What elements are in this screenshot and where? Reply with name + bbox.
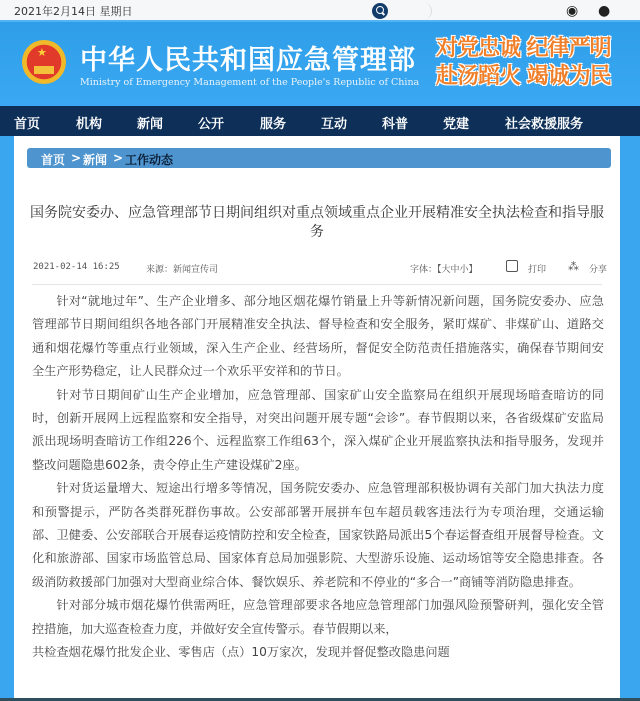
nav-item-home[interactable]: 首页 [14,117,41,132]
watermark-overlay [466,634,620,701]
slogan-line-2: 赴汤蹈火 竭诚为民 [436,63,611,89]
content-panel [14,136,620,701]
slogan-line-1: 对党忠诚 纪律严明 [436,35,611,61]
national-emblem-logo[interactable] [22,40,66,88]
share-button[interactable]: 分享 [589,265,608,275]
paragraph: 针对节日期间矿山生产企业增加，应急管理部、国家矿山安全监察局在组织开展现场暗查暗访的同时，创新开展网上远程监察和安全指导，对突出问题开展专题“会诊”。春节假期以来，各省级煤矿安监局派出现场明查暗访工作组226个、远程监察工作组63个，深入煤矿企业开展监察执法和指导服务，发现并整改问题隐患602条，责令停止生产建设煤矿2座。 [32,387,604,472]
current-date: 2021年2月14日 星期日 [14,5,133,18]
breadcrumb-news[interactable]: 新闻 [83,153,108,167]
breadcrumb [27,148,611,168]
nav-item-public[interactable]: 公开 [198,117,225,132]
publish-date: 2021-02-14 16:25 [33,262,120,272]
share-icon[interactable]: ⁂ [568,260,579,273]
breadcrumb-separator: > [71,151,82,165]
article-source: 来源：新闻宣传司 [146,265,219,275]
search-input[interactable] [392,2,432,20]
divider [32,284,602,285]
paragraph: 针对部分城市烟花爆竹供需两旺，应急管理部要求各地应急管理部门加强风险预警研判，强化安全管控措施，加大巡查检查力度，并做好安全宣传警示。春节假期以来， [32,598,604,636]
article-title: 国务院安委办、应急管理部节日期间组织对重点领域重点企业开展精准安全执法检查和指导服务 [30,205,604,240]
article-meta [14,262,620,282]
weibo-icon[interactable]: ◉ [566,3,579,19]
star-icon: ★ [37,46,47,59]
search-icon[interactable] [372,3,388,19]
font-size-control[interactable]: 字体：【大中小】 [410,265,478,275]
site-subtitle: Ministry of Emergency Management of the People's Republic of China [80,77,420,88]
nav-item-services[interactable]: 服务 [260,117,287,132]
breadcrumb-separator: > [113,151,124,165]
article-body [32,290,604,665]
paragraph: 针对货运量增大、短途出行增多等情况，国务院安委办、应急管理部积极协调有关部门加大执法力度和预警提示，严防各类群死群伤事故。公安部部署开展拼车包车超员载客违法行为专项治理，交通运输部、卫健委、公安部联合开展春运疫情防控和安全检查，国家铁路局派出5个春运督查组开展督导检查。文化和旅游部、国家市场监管总局、国家体育总局加强影院、大型游乐设施、运动场馆等安全隐患排查。各级消防救援部门加强对大型商业综合体、餐饮娱乐、养老院和不停业的“多合一”商铺等消防隐患排查。 [32,481,604,589]
top-bar [0,0,640,22]
site-banner [0,22,640,106]
print-button[interactable]: 打印 [528,265,547,275]
nav-item-news[interactable]: 新闻 [137,117,164,132]
print-icon[interactable] [506,260,518,272]
site-title[interactable]: 中华人民共和国应急管理部 [80,45,416,76]
nav-item-party[interactable]: 党建 [443,117,470,132]
gate-icon [34,66,54,74]
slogan [436,34,611,90]
wechat-icon[interactable]: ● [598,3,611,19]
breadcrumb-home[interactable]: 首页 [41,153,66,167]
main-nav [0,106,640,136]
paragraph: 共检查烟花爆竹批发企业、零售店（点）10万家次，发现并督促整改隐患问题 [32,645,450,660]
paragraph: 针对“就地过年”、生产企业增多、部分地区烟花爆竹销量上升等新情况新问题，国务院安委办、应急管理部节日期间组织各地各部门开展精准安全执法、督导检查和安全服务，紧盯煤矿、非煤矿山、道路交通和烟花爆竹等重点行业领域，深入生产企业、经营场所，督促安全防范责任措施落实，确保春节期间安全生产形势稳定，让人民群众过一个欢乐平安祥和的节日。 [32,294,604,379]
nav-item-interaction[interactable]: 互动 [321,117,348,132]
nav-item-organization[interactable]: 机构 [76,117,103,132]
nav-item-science[interactable]: 科普 [382,117,409,132]
nav-item-social-rescue[interactable]: 社会救援服务 [505,117,584,132]
breadcrumb-current[interactable]: 工作动态 [125,153,174,167]
